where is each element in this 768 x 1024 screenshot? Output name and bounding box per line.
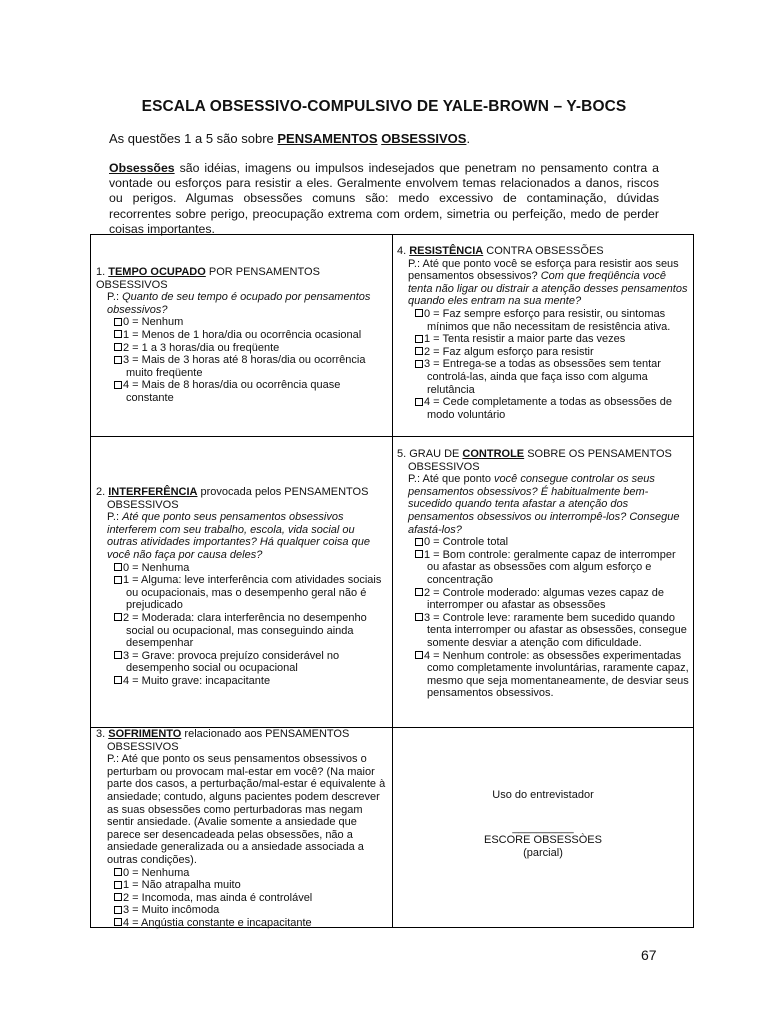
option-1 bbox=[397, 333, 689, 346]
question-5-keyword: CONTROLE bbox=[462, 448, 525, 460]
option-3 bbox=[96, 650, 388, 675]
prompt-text: você consegue controlar os seus pensamentos obsessivos? É habitualmente bem-sucedido quando tenta afastar a atenção dos pensamentos obsessivos ou interrompê-los? Consegue afastá-los? bbox=[408, 473, 680, 536]
option-1 bbox=[96, 574, 388, 612]
checkbox-icon[interactable] bbox=[114, 918, 122, 926]
option-0 bbox=[397, 536, 689, 549]
question-4 bbox=[397, 245, 689, 421]
checkbox-icon[interactable] bbox=[415, 613, 423, 621]
checkbox-icon[interactable] bbox=[114, 868, 122, 876]
heading-rest: SOBRE OS PENSAMENTOS bbox=[524, 448, 672, 460]
option-text: 0 = Nenhuma bbox=[123, 561, 190, 574]
question-2-heading bbox=[96, 486, 388, 499]
intro-keyword-2: OBSESSIVOS bbox=[381, 131, 467, 146]
question-3-prompt: P.: Até que ponto os seus pensamentos obsessivos o perturbam ou provocam mal-estar em você? (Na maior parte dos casos, a perturbação/mal-estar é equivalente à ansiedade; contudo, alguns pacientes podem descrever as suas obsessões como perturbadoras mas negam sentir ansiedade. (Avalie somente a ansiedade que parece ser desencadeada pelas obsessões, não a ansiedade generalizada ou a ansiedade associada a outras condições). bbox=[107, 753, 386, 866]
checkbox-icon[interactable] bbox=[114, 906, 122, 914]
heading-continuation: OBSESSIVOS bbox=[107, 740, 179, 753]
heading-continuation: OBSESSIVOS bbox=[107, 498, 179, 511]
checkbox-icon[interactable] bbox=[114, 330, 122, 338]
option-text: 2 = Moderada: clara interferência no desempenho social ou ocupacional, mas conseguindo ainda desempenhar bbox=[123, 611, 367, 650]
checkbox-icon[interactable] bbox=[114, 381, 122, 389]
option-text: 0 = Nenhuma bbox=[123, 866, 190, 879]
question-1-heading bbox=[96, 266, 388, 279]
heading-continuation: OBSESSIVOS bbox=[408, 460, 480, 473]
option-text: 4 = Mais de 8 horas/dia ou ocorrência quase constante bbox=[123, 379, 341, 404]
checkbox-icon[interactable] bbox=[114, 613, 122, 621]
prompt-text: Com que freqüência você tenta não ligar ou distrair a atenção desses pensamentos quando eles entram na sua mente? bbox=[408, 270, 688, 308]
option-3 bbox=[96, 354, 388, 379]
option-text: 4 = Nenhum controle: as obsessões experimentadas como completamente involuntárias, raramente capaz, mesmo que seja momentaneamente, de desviar seus pensamentos obsessivos. bbox=[424, 649, 689, 700]
question-3-keyword: SOFRIMENTO bbox=[108, 728, 182, 740]
heading-continuation: OBSESSIVOS bbox=[96, 278, 168, 291]
definition-term: Obsessões bbox=[109, 161, 175, 175]
score-area bbox=[393, 789, 693, 859]
question-5-heading bbox=[397, 448, 689, 461]
prompt-text: Quanto de seu tempo é ocupado por pensamentos obsessivos? bbox=[107, 291, 371, 316]
intro-keyword-1: PENSAMENTOS bbox=[277, 131, 378, 146]
score-label: ESCORE OBSESSÒES bbox=[484, 834, 602, 847]
option-2 bbox=[96, 612, 388, 650]
question-1-keyword: TEMPO OCUPADO bbox=[108, 266, 206, 278]
checkbox-icon[interactable] bbox=[114, 318, 122, 326]
heading-rest: relacionado aos PENSAMENTOS bbox=[181, 728, 350, 740]
option-0 bbox=[96, 562, 388, 575]
question-4-keyword: RESISTÊNCIA bbox=[409, 245, 484, 257]
question-number: 3. bbox=[96, 728, 109, 740]
option-4 bbox=[397, 396, 689, 421]
checkbox-icon[interactable] bbox=[114, 651, 122, 659]
checkbox-icon[interactable] bbox=[415, 651, 423, 659]
option-text: 1 = Alguma: leve interferência com atividades sociais ou ocupacionais, mas o desempenho geral não é prejudicado bbox=[123, 574, 382, 612]
checkbox-icon[interactable] bbox=[114, 356, 122, 364]
intro-text: As questões 1 a 5 são sobre bbox=[109, 131, 278, 146]
option-text: 3 = Muito incômoda bbox=[123, 904, 220, 917]
checkbox-icon[interactable] bbox=[114, 881, 122, 889]
option-4 bbox=[96, 675, 388, 688]
option-0 bbox=[96, 867, 388, 880]
option-0 bbox=[397, 308, 689, 333]
page-number: 67 bbox=[641, 947, 657, 963]
option-text: 0 = Controle total bbox=[424, 536, 509, 549]
option-text: 1 = Tenta resistir a maior parte das vezes bbox=[424, 333, 626, 346]
checkbox-icon[interactable] bbox=[415, 335, 423, 343]
prompt-label: P.: bbox=[107, 291, 123, 304]
option-1 bbox=[397, 549, 689, 587]
question-3 bbox=[96, 728, 388, 930]
checkbox-icon[interactable] bbox=[114, 343, 122, 351]
option-text: 4 = Angústia constante e incapacitante bbox=[123, 916, 312, 929]
question-3-heading bbox=[96, 728, 388, 741]
interviewer-use-label: Uso do entrevistador bbox=[492, 789, 594, 801]
question-2-prompt bbox=[96, 511, 388, 561]
checkbox-icon[interactable] bbox=[415, 309, 423, 317]
checkbox-icon[interactable] bbox=[415, 347, 423, 355]
option-text: 4 = Muito grave: incapacitante bbox=[123, 674, 271, 687]
question-number: 1. bbox=[96, 266, 109, 278]
question-2 bbox=[96, 486, 388, 688]
question-5 bbox=[397, 448, 689, 700]
option-text: 4 = Cede completamente a todas as obsessões de modo voluntário bbox=[424, 396, 672, 421]
checkbox-icon[interactable] bbox=[114, 576, 122, 584]
score-blank[interactable]: __________ bbox=[512, 821, 574, 834]
option-text: 3 = Entrega-se a todas as obsessões sem tentar controlá-las, ainda que faça isso com alguma relutância bbox=[424, 358, 661, 396]
obsessions-definition bbox=[109, 161, 659, 237]
option-1 bbox=[96, 879, 388, 892]
page-title: ESCALA OBSESSIVO-COMPULSIVO DE YALE-BROWN – Y-BOCS bbox=[141, 98, 627, 115]
option-2 bbox=[397, 587, 689, 612]
checkbox-icon[interactable] bbox=[114, 676, 122, 684]
option-4 bbox=[397, 650, 689, 700]
prompt-text: Até que ponto seus pensamentos obsessivos interferem com seu trabalho, escola, vida social ou outras atividades importantes? Há qualquer coisa que você não faça por causa deles? bbox=[107, 511, 370, 561]
checkbox-icon[interactable] bbox=[114, 563, 122, 571]
option-3 bbox=[397, 612, 689, 650]
question-4-heading bbox=[397, 245, 689, 258]
question-1-prompt bbox=[96, 291, 388, 316]
question-number: 2. bbox=[96, 486, 109, 498]
question-1 bbox=[96, 266, 388, 405]
option-1 bbox=[96, 329, 388, 342]
score-sublabel: (parcial) bbox=[523, 846, 563, 859]
intro-line bbox=[109, 131, 470, 146]
option-4 bbox=[96, 379, 388, 404]
prompt-label: P.: Até que ponto você se esforça para resistir aos seus pensamentos obsessivos? bbox=[408, 257, 679, 283]
option-text: 2 = 1 a 3 horas/dia ou freqüente bbox=[123, 341, 280, 354]
option-text: 1 = Não atrapalha muito bbox=[123, 879, 241, 892]
checkbox-icon[interactable] bbox=[415, 398, 423, 406]
option-text: 0 = Faz sempre esforço para resistir, ou sintomas mínimos que não necessitam de resistência ativa. bbox=[424, 307, 671, 333]
question-number: 4. bbox=[397, 245, 410, 257]
option-text: 3 = Mais de 3 horas até 8 horas/dia ou ocorrência muito freqüente bbox=[123, 354, 366, 379]
option-text: 2 = Controle moderado: algumas vezes capaz de interromper ou afastar as obsessões bbox=[424, 586, 665, 612]
option-2 bbox=[397, 346, 689, 359]
question-4-prompt bbox=[397, 258, 689, 308]
option-3 bbox=[96, 904, 388, 917]
prompt-label: P.: Até que ponto bbox=[408, 473, 495, 486]
checkbox-icon[interactable] bbox=[114, 893, 122, 901]
heading-rest: CONTRA OBSESSÕES bbox=[483, 245, 604, 257]
option-text: 1 = Menos de 1 hora/dia ou ocorrência ocasional bbox=[123, 328, 362, 341]
option-text: 1 = Bom controle: geralmente capaz de interromper ou afastar as obsessões com algum esforço e concentração bbox=[424, 548, 676, 586]
option-text: 2 = Incomoda, mas ainda é controlável bbox=[123, 891, 313, 904]
heading-rest: POR PENSAMENTOS bbox=[205, 266, 320, 278]
heading-rest: provocada pelos PENSAMENTOS bbox=[197, 486, 369, 498]
intro-period: . bbox=[466, 131, 471, 146]
prompt-label: P.: bbox=[107, 511, 123, 524]
option-text: 2 = Faz algum esforço para resistir bbox=[424, 345, 594, 358]
checkbox-icon[interactable] bbox=[415, 360, 423, 368]
ybocs-table bbox=[90, 234, 694, 928]
checkbox-icon[interactable] bbox=[415, 588, 423, 596]
question-number: 5. GRAU DE bbox=[397, 448, 463, 460]
question-2-keyword: INTERFERÊNCIA bbox=[108, 486, 198, 498]
option-2 bbox=[96, 892, 388, 905]
question-5-prompt bbox=[397, 473, 689, 536]
checkbox-icon[interactable] bbox=[415, 550, 423, 558]
option-text: 3 = Controle leve: raramente bem sucedido quando tenta interromper ou afastar as obsessões, consegue somente desviar a atenção com dificuldade. bbox=[424, 611, 687, 649]
definition-text: são idéias, imagens ou impulsos indesejados que penetram no pensamento contra a vontade ou esforços para resistir a eles. Geralmente envolvem temas relacionados a danos, riscos ou perigos. Algumas obsessões comuns são: medo excessivo de contaminação, dúvidas recorrentes sobre perigo, preocupação extrema com ordem, simetria ou perfeição, medo de perder coisas importantes. bbox=[109, 161, 659, 236]
option-text: 0 = Nenhum bbox=[123, 316, 184, 329]
option-text: 3 = Grave: provoca prejuízo considerável no desempenho social ou ocupacional bbox=[123, 649, 340, 675]
checkbox-icon[interactable] bbox=[415, 538, 423, 546]
option-2 bbox=[96, 342, 388, 355]
option-4 bbox=[96, 917, 388, 930]
option-3 bbox=[397, 358, 689, 396]
row-divider-1 bbox=[91, 436, 693, 437]
option-0 bbox=[96, 316, 388, 329]
